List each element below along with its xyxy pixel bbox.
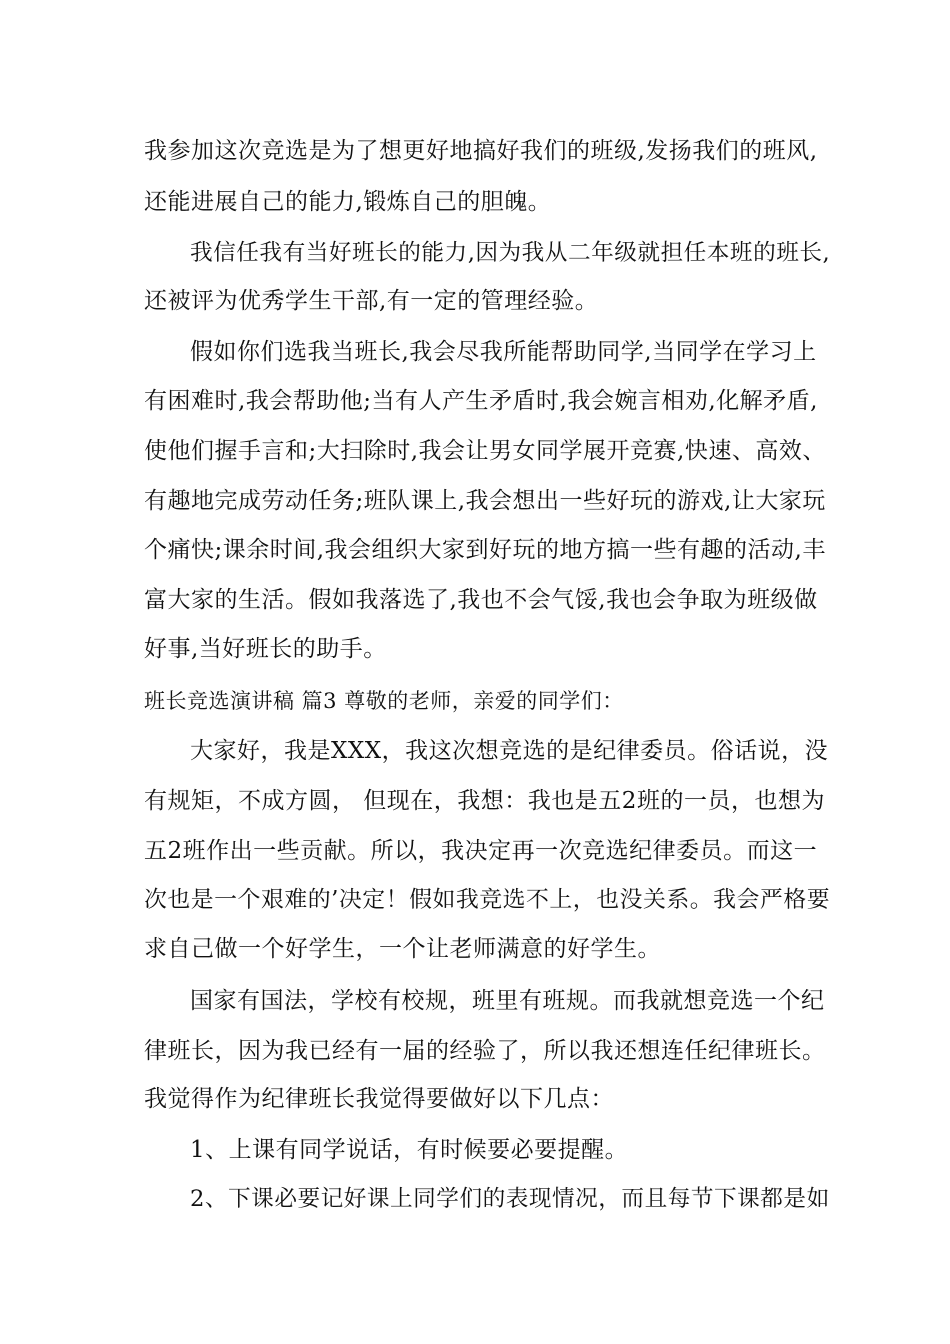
text-line: 次也是一个艰难的’决定！假如我竞选不上，也没关系。我会严格要 — [144, 887, 831, 913]
text-line: 有趣地完成劳动任务;班队课上,我会想出一些好玩的游戏,让大家玩 — [144, 488, 826, 514]
paragraph-start-line: 国家有国法，学校有校规，班里有班规。而我就想竞选一个纪 — [190, 988, 825, 1014]
text-line: 使他们握手言和;大扫除时,我会让男女同学展开竞赛,快速、高效、 — [144, 438, 826, 464]
list-item: 2、下课必要记好课上同学们的表现情况，而且每节下课都是如 — [190, 1186, 830, 1212]
text-line: 我参加这次竞选是为了想更好地搞好我们的班级,发扬我们的班风, — [144, 138, 818, 164]
text-line: 好事,当好班长的助手。 — [144, 636, 387, 662]
text-line: 有规矩，不成方圆， 但现在，我想：我也是五2班的一员，也想为 — [144, 788, 825, 814]
paragraph-start-line: 假如你们选我当班长,我会尽我所能帮助同学,当同学在学习上 — [190, 339, 817, 365]
paragraph-start-line: 大家好，我是XXX，我这次想竞选的是纪律委员。俗话说，没 — [190, 738, 829, 764]
paragraph-start-line: 我信任我有当好班长的能力,因为我从二年级就担任本班的班长, — [190, 240, 831, 266]
text-line: 律班长，因为我已经有一届的经验了，所以我还想连任纪律班长。 — [144, 1038, 826, 1064]
text-line: 我觉得作为纪律班长我觉得要做好以下几点： — [144, 1086, 614, 1112]
list-item: 1、上课有同学说话，有时候要必要提醒。 — [190, 1137, 629, 1163]
text-line: 还能进展自己的能力,锻炼自己的胆魄。 — [144, 189, 552, 215]
text-line: 有困难时,我会帮助他;当有人产生矛盾时,我会婉言相劝,化解矛盾, — [144, 388, 818, 414]
text-line: 富大家的生活。假如我落选了,我也不会气馁,我也会争取为班级做 — [144, 587, 818, 613]
text-line: 还被评为优秀学生干部,有一定的管理经验。 — [144, 288, 599, 314]
text-line: 五2班作出一些贡献。所以，我决定再一次竞选纪律委员。而这一 — [144, 838, 818, 864]
text-line: 个痛快;课余时间,我会组织大家到好玩的地方搞一些有趣的活动,丰 — [144, 537, 826, 563]
section-heading: 班长竞选演讲稿 篇3 尊敬的老师，亲爱的同学们： — [144, 689, 624, 713]
text-line: 求自己做一个好学生，一个让老师满意的好学生。 — [144, 936, 661, 962]
